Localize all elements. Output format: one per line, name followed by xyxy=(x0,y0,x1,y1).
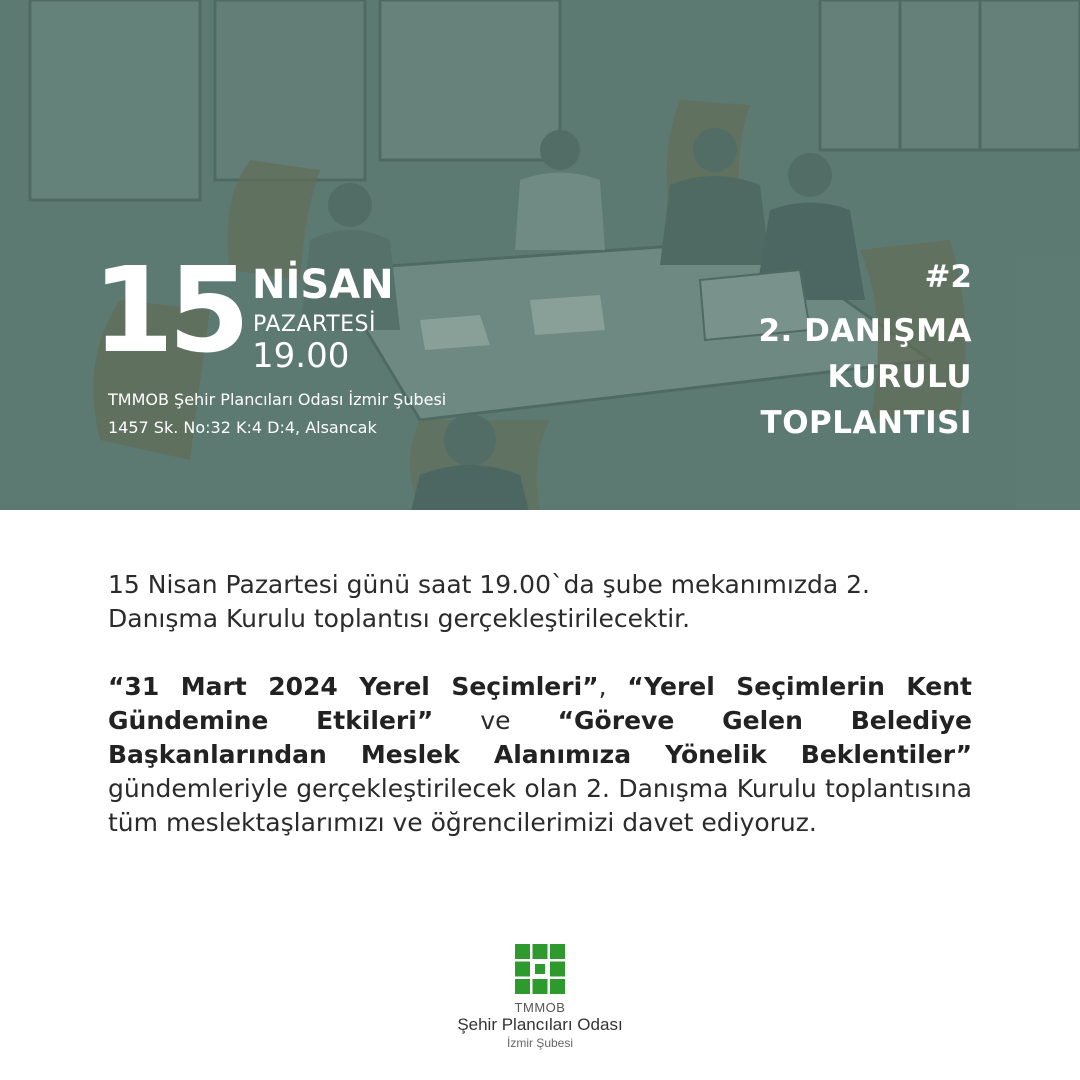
event-number: #2 xyxy=(924,259,972,295)
separator-1: , xyxy=(598,672,628,701)
logo-org: TMMOB xyxy=(514,1000,566,1015)
organization-logo xyxy=(440,944,640,1051)
topic-2: “Yerel Seçimlerin Kent Gündemine Etkileri” xyxy=(108,672,972,735)
event-title-line-3: TOPLANTISI xyxy=(760,405,972,441)
event-day: 15 xyxy=(92,241,245,379)
event-title-line-1: 2. DANIŞMA xyxy=(758,313,972,349)
event-time: 19.00 xyxy=(252,336,350,376)
announcement-paragraph-2 xyxy=(108,670,972,840)
logo-name: Şehir Plancıları Odası xyxy=(457,1015,623,1034)
event-month: NİSAN xyxy=(252,262,394,308)
venue-address: 1457 Sk. No:32 K:4 D:4, Alsancak xyxy=(108,418,377,437)
venue-name: TMMOB Şehir Plancıları Odası İzmir Şubesi xyxy=(108,390,447,409)
event-title-line-2: KURULU xyxy=(827,359,972,395)
logo-branch: İzmir Şubesi xyxy=(506,1036,574,1050)
separator-2: ve xyxy=(433,706,558,735)
announcement-paragraph-1: 15 Nisan Pazartesi günü saat 19.00`da şube mekanımızda 2. Danışma Kurulu toplantısı gerçekleştirilecektir. xyxy=(108,570,870,633)
topic-3: “Göreve Gelen Belediye Başkanlarından Meslek Alanımıza Yönelik Beklentiler” xyxy=(108,706,972,769)
topic-1: “31 Mart 2024 Yerel Seçimleri” xyxy=(108,672,599,701)
hero-banner xyxy=(0,0,1080,510)
event-title-block xyxy=(758,258,972,446)
closing-text: gündemleriyle gerçekleştirilecek olan 2. Danışma Kurulu toplantısına tüm meslektaşlarımızı ve öğrencilerimizi davet ediyoruz. xyxy=(108,774,972,837)
spo-logo-icon xyxy=(515,944,565,994)
announcement-body xyxy=(108,568,972,840)
event-weekday: PAZARTESİ xyxy=(253,312,377,337)
